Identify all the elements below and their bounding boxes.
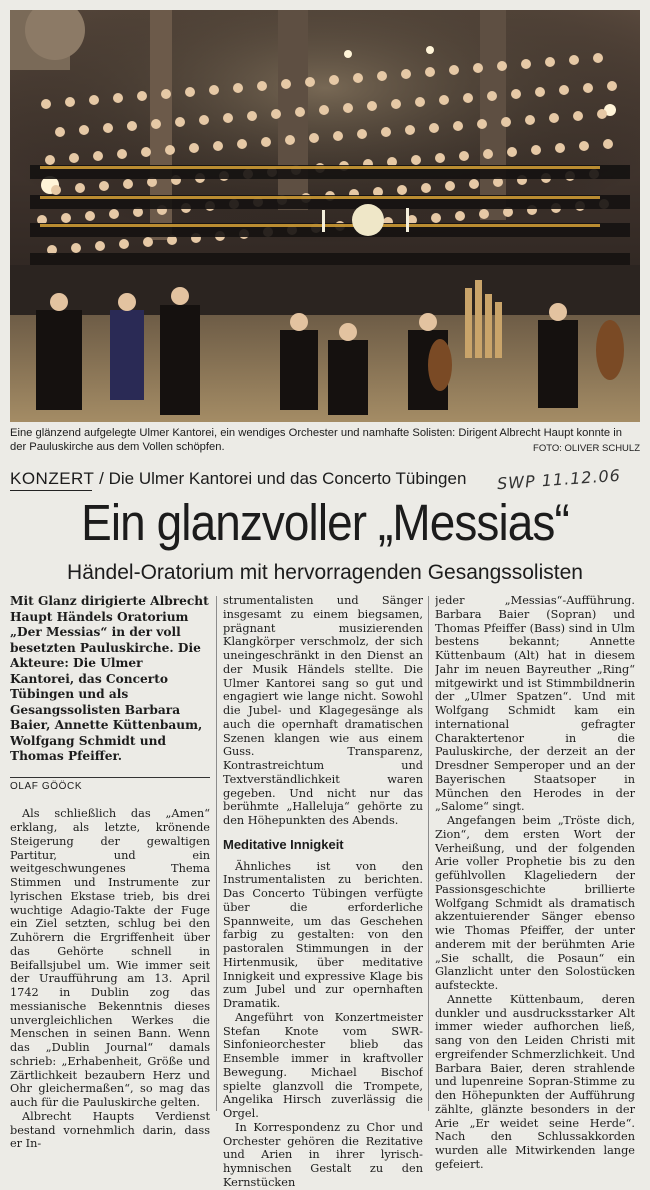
- article-column-2: [223, 594, 423, 1190]
- article-paragraph: Angeführt von Konzertmeister Stefan Knote vom SWR-Sinfonieorchester blieb das Ensemble immer in kraftvoller Bewegung. Michael Bischof spielte glanzvoll die Trompete, Angelika Hirsch zuverlässig die Orgel.: [223, 1010, 423, 1120]
- article-column-3: [435, 594, 635, 1172]
- article-column-1: [10, 594, 210, 1151]
- article-paragraph: Als schließlich das „Amen“ erklang, als letzte, krönende Steigerung der gewaltigen Partitur, und ein weitgeschwungenes Thema Stimmen und Instrumente zur lyrischen Ekstase trieb, bis drei wuchtige Adagio-Takte der Fuge ein Ziel setzten, schlug bei den Zuhörern die Ergriffenheit über das Gehörte schnell in Beifallsjubel um. Wie immer seit der Uraufführung am 13. April 1742 in Dublin zog das messianische Bekenntnis dieses unvergleichlichen Werkes die Menschen in seinen Bann. Wenn das „Dublin Journal“ damals schrieb: „Erhabenheit, Größe und Zärtlichkeit bezaubern Herz und Ohr gleichermaßen“, so mag das auch für die Pauluskirche gelten.: [10, 807, 210, 1109]
- caption-text: Eine glänzend aufgelegte Ulmer Kantorei, ein wendiges Orchester und namhafte Solisten: Dirigent Albrecht Haupt konnte in der Pauluskirche aus dem Vollen schöpfen.: [10, 427, 622, 453]
- author-byline: OLAF GÖÖCK: [10, 777, 210, 794]
- kicker-underline: [10, 490, 92, 491]
- article-paragraph: In Korrespondenz zu Chor und Orchester gehören die Rezitative und Arien in ihrer lyrisch-hymnischen Gestalt zu den Kernstücken: [223, 1120, 423, 1189]
- article-paragraph: jeder „Messias“-Aufführung. Barbara Baier (Sopran) und Thomas Pfeiffer (Bass) sind in Ulm bestens bekannt; Annette Küttenbaum (Alt) hat in diesem Jahr im neuen Bayreuther „Ring“ mitgewirkt und ist Stimmbildnerin der „Ulmer Spatzen“. Und mit Wolfgang Schmidt kam ein international gefragter Charaktertenor in die Pauluskirche, der derzeit an der Dresdner Semperoper und an der Bayerischen Staatsoper in München den Herodes in der „Salome“ singt.: [435, 594, 635, 814]
- kicker-text: / Die Ulmer Kantorei und das Concerto Tübingen: [94, 469, 467, 488]
- section-subtitle: Meditative Innigkeit: [223, 836, 344, 852]
- photo-caption: [10, 426, 640, 456]
- article-paragraph: strumentalisten und Sänger insgesamt zu einem biegsamen, prägnant musizierenden Klangkörper verschmolz, der sich uneingeschränkt in den Dienst an der Musik Händels stellte. Die Ulmer Kantorei sang so gut und engagiert wie lange nicht. Sowohl die Jubel- und Klagegesänge als auch die opernhaft dramatischen Szenen klangen wie aus einem Guss. Transparenz, Kontrastreichtum und Textverständlichkeit waren gegeben. Und nicht nur das berühmte „Halleluja“ gehörte zu den Höhepunkten des Abends.: [223, 594, 423, 827]
- article-paragraph: Angefangen beim „Tröste dich, Zion“, dem ersten Wort der Verheißung, und der folgenden Arie voller Prophetie bis zu den gefühlvollen Klageliedern der Passionsgeschichte brillierte Wolfgang Schmidt als dramatisch akzentuierender Sänger ebenso wie Thomas Pfeiffer, der unter anderem mit der berühmten Arie „Sie schallt, die Posaun“ ein Glanzlicht unter den Solostücken aufsteckte.: [435, 814, 635, 992]
- subheadline: Händel-Oratorium mit hervorragenden Gesangssolisten: [67, 561, 583, 584]
- article-paragraph: Annette Küttenbaum, deren dunkler und ausdrucksstarker Alt immer wieder aufhorchen ließ, sang von den Leiden Christi mit ergreifender Schmerzlichkeit. Und Barbara Baier, deren strahlende und lupenreine Sopran-Stimme zu den Höhepunkten der Aufführung zählte, glänzte besonders in der Arie „Er weidet seine Herde“. Nach den Schlussakkorden wurden alle Mitwirkenden lange gefeiert.: [435, 992, 635, 1171]
- date-stamp: SWP 11.12.06: [496, 465, 622, 494]
- concert-photo-icon: [10, 10, 640, 422]
- kicker-line: [10, 468, 480, 490]
- article-paragraph: Albrecht Haupts Verdienst bestand vornehmlich darin, dass er In-: [10, 1109, 210, 1151]
- headline: Ein glanzvoller „Messias“: [81, 494, 569, 551]
- photo-credit: FOTO: OLIVER SCHULZ: [533, 443, 640, 454]
- column-divider: [428, 596, 429, 1111]
- column-divider: [216, 596, 217, 1111]
- article-paragraph: Ähnliches ist von den Instrumentalisten zu berichten. Das Concerto Tübingen verfügte über die erforderliche Spannweite, um das Geschehen farbig zu gestalten: von den pastoralen Stimmungen in der Hirtenmusik, über meditative Innigkeit und expressive Klage bis zum Jubel und zur opernhaften Dramatik.: [223, 859, 423, 1010]
- concert-photo: [10, 10, 640, 422]
- kicker-label: KONZERT: [10, 469, 95, 488]
- article-lead: Mit Glanz dirigierte Albrecht Haupt Händels Oratorium „Der Messias“ in der voll besetzten Pauluskirche. Die Akteure: Die Ulmer Kantorei, das Concerto Tübingen und als Gesangssolisten Barbara Baier, Annette Küttenbaum, Wolfgang Schmidt und Thomas Pfeiffer.: [10, 594, 209, 763]
